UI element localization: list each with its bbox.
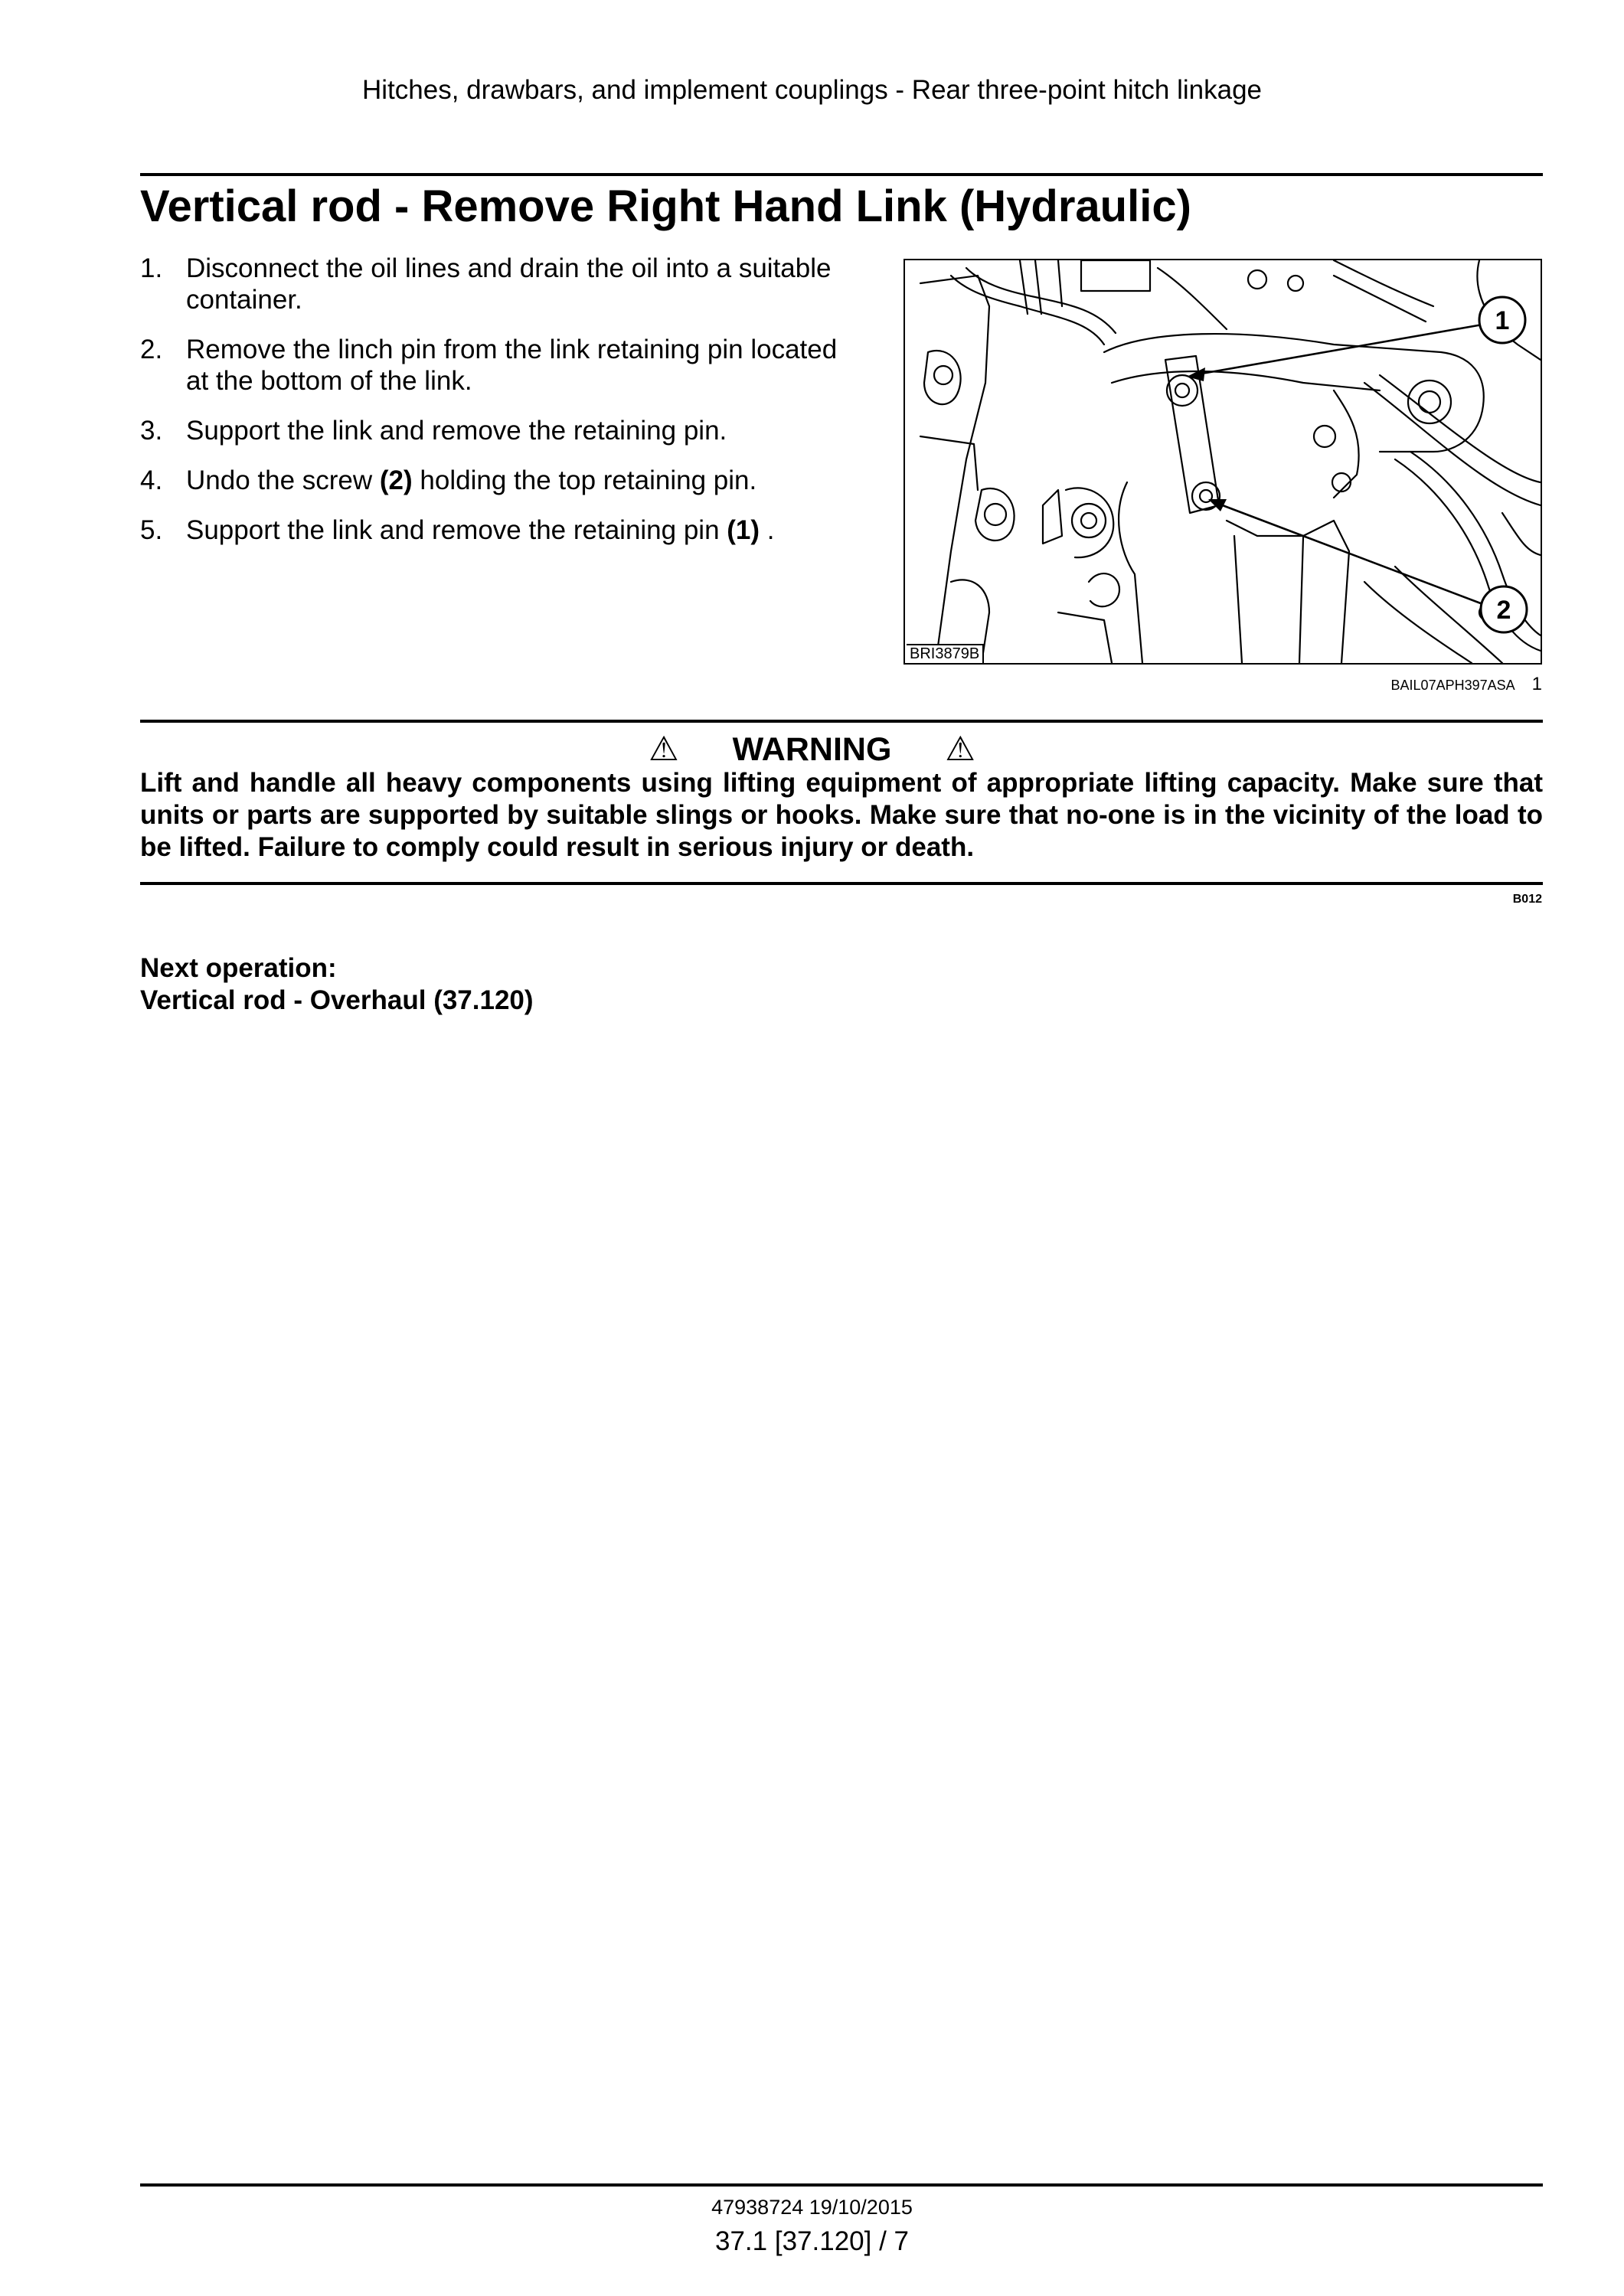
step-number: 5.	[140, 515, 163, 545]
figure-caption-code: BAIL07APH397ASA	[1390, 678, 1515, 693]
running-header: Hitches, drawbars, and implement couplings - Rear three-point hitch linkage	[361, 75, 1263, 105]
step-2	[140, 334, 852, 397]
callout-1-label: 1	[1495, 306, 1510, 335]
step-number: 2.	[140, 335, 163, 364]
step-1	[140, 253, 852, 315]
step-number: 1.	[140, 253, 163, 283]
next-operation-link[interactable]: Vertical rod - Overhaul (37.120)	[140, 985, 534, 1015]
warning-text: Lift and handle all heavy components using lifting equipment of appropriate lifting capacity. Make sure that units or parts are supported by suitable slings or hooks. Make sure that no-one is in the vicinity of the load to be lifted. Failure to comply could result in serious injury or death.	[140, 768, 1543, 862]
step-text	[186, 514, 852, 546]
step-5	[140, 514, 852, 546]
step-4	[140, 465, 852, 496]
footer-document-id: 47938724 19/10/2015	[711, 2196, 913, 2219]
step-3	[140, 415, 852, 446]
step-text-post: .	[760, 515, 775, 545]
step-number: 3.	[140, 416, 163, 446]
step-text	[186, 465, 852, 496]
callout-ref: (2)	[379, 465, 413, 495]
page-title: Vertical rod - Remove Right Hand Link (Hydraulic)	[140, 181, 1191, 231]
warning-heading	[0, 730, 1624, 769]
warning-title: WARNING	[732, 731, 892, 768]
callout-2-label: 2	[1496, 596, 1511, 625]
warning-triangle-icon: ⚠	[945, 730, 975, 768]
figure-number: 1	[1531, 674, 1542, 694]
step-text: Disconnect the oil lines and drain the oil into a suitable container.	[186, 253, 832, 315]
warning-bottom-rule	[140, 882, 1543, 885]
warning-triangle-icon: ⚠	[649, 730, 679, 768]
warning-top-rule	[140, 720, 1543, 723]
linkage-line-drawing	[905, 260, 1541, 663]
procedure-steps	[140, 253, 852, 564]
step-text: Support the link and remove the retaining pin.	[186, 416, 727, 446]
figure-code: BRI3879B	[907, 644, 984, 663]
footer-rule	[140, 2183, 1543, 2187]
step-text-pre: Undo the screw	[186, 465, 380, 495]
footer-page-number: 37.1 [37.120] / 7	[715, 2226, 909, 2256]
callout-ref: (1)	[727, 515, 760, 545]
step-number: 4.	[140, 465, 163, 495]
step-text-post: holding the top retaining pin.	[412, 465, 757, 495]
title-rule	[140, 173, 1543, 176]
step-text: Remove the linch pin from the link retaining pin located at the bottom of the link.	[186, 335, 838, 396]
figure-caption	[1302, 674, 1542, 695]
step-text-pre: Support the link and remove the retaining pin	[186, 515, 727, 545]
next-operation-label: Next operation:	[140, 953, 337, 983]
hitch-linkage-illustration	[903, 259, 1542, 665]
warning-code: B012	[1512, 893, 1542, 906]
